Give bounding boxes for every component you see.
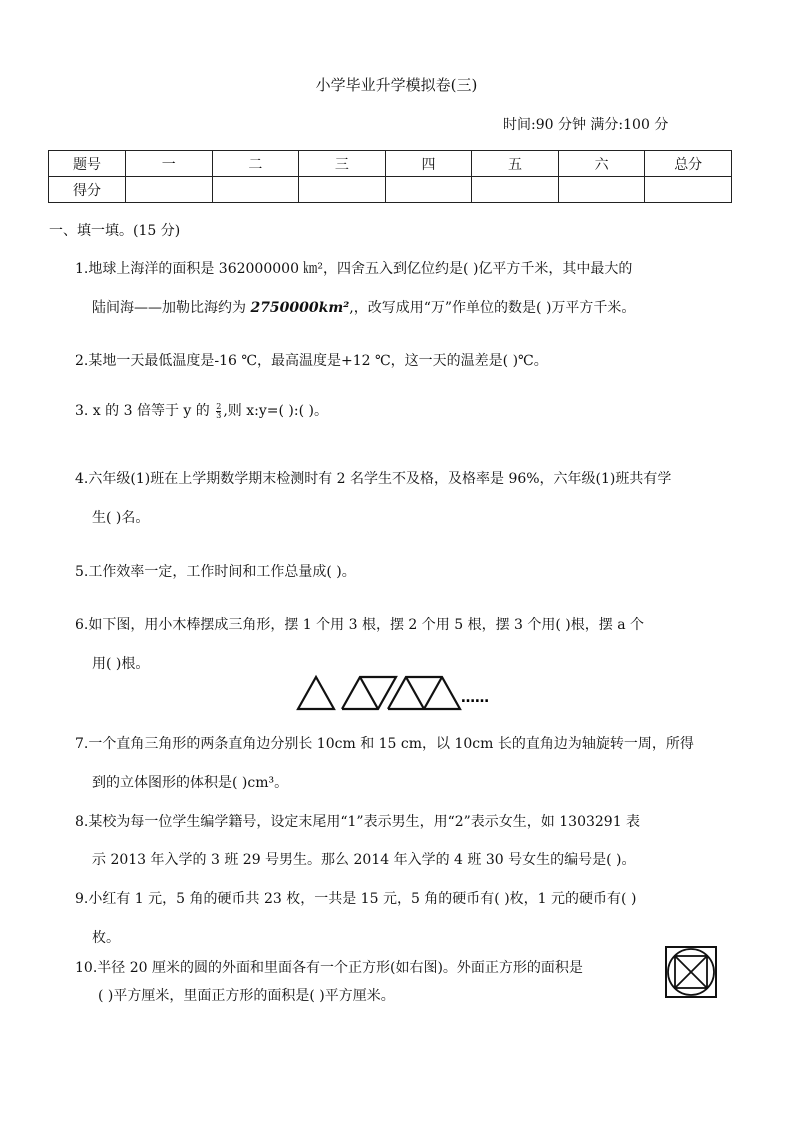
table-cell: 六 <box>558 151 645 177</box>
question-1-line-1: 1.地球上海洋的面积是 362000000 ㎞²，四舍五入到亿位约是( )亿平方千米，其中最大的 <box>75 261 633 277</box>
table-cell: 三 <box>299 151 386 177</box>
score-cell[interactable] <box>212 177 299 203</box>
shared-stick <box>424 677 442 709</box>
question-8-line-2: 示 2013 年入学的 3 班 29 号男生。那么 2014 年入学的 4 班 30 号女生的编号是( )。 <box>92 852 636 868</box>
question-8-line-1: 8.某校为每一位学生编学籍号，设定末尾用“1”表示男生，用“2”表示女生，如 1303291 表 <box>75 814 641 830</box>
fraction-denominator: 3 <box>216 410 222 420</box>
table-cell: 总分 <box>645 151 732 177</box>
question-4-line-2: 生( )名。 <box>92 510 150 526</box>
question-9-line-1: 9.小红有 1 元，5 角的硬币共 23 枚，一共是 15 元，5 角的硬币有( )枚，1 元的硬币有( ) <box>75 891 637 907</box>
ellipsis: …… <box>461 690 489 706</box>
time-score-info: 时间:90 分钟 满分:100 分 <box>503 117 669 133</box>
table-cell: 得分 <box>49 177 126 203</box>
question-7-line-1: 7.一个直角三角形的两条直角边分别长 10cm 和 15 cm，以 10cm 长的直角边为轴旋转一周，所得 <box>75 736 694 752</box>
score-cell[interactable] <box>385 177 472 203</box>
question-4-line-1: 4.六年级(1)班在上学期数学期末检测时有 2 名学生不及格，及格率是 96%，六年级(1)班共有学 <box>75 471 672 487</box>
table-cell: 五 <box>472 151 559 177</box>
page-title: 小学毕业升学模拟卷(三) <box>315 76 478 94</box>
question-1-text-c: ,，改写成用“万”作单位的数是( )万平方千米。 <box>349 300 636 316</box>
single-triangle-shape <box>298 677 334 709</box>
three-triangles-shape <box>388 677 460 709</box>
score-table-header-row <box>49 151 732 177</box>
table-cell: 一 <box>126 151 213 177</box>
score-cell[interactable] <box>299 177 386 203</box>
question-1-area-value: 2750000km² <box>250 300 350 316</box>
score-table-score-row <box>49 177 732 203</box>
question-1-text-a: 陆间海——加勒比海约为 <box>92 300 251 316</box>
triangles-figure <box>295 674 510 712</box>
table-cell: 四 <box>385 151 472 177</box>
table-cell: 题号 <box>49 151 126 177</box>
fraction-numerator: 2 <box>216 401 222 411</box>
shared-stick <box>360 677 378 709</box>
table-cell: 二 <box>212 151 299 177</box>
score-cell[interactable] <box>126 177 213 203</box>
section-title: 一、填一填。(15 分) <box>49 223 181 239</box>
score-cell[interactable] <box>558 177 645 203</box>
score-cell[interactable] <box>472 177 559 203</box>
circle-squares-figure <box>665 946 717 998</box>
question-9-line-2: 枚。 <box>92 930 120 946</box>
question-6-line-1: 6.如下图，用小木棒摆成三角形，摆 1 个用 3 根，摆 2 个用 5 根，摆 3 个用( )根，摆 a 个 <box>75 617 645 633</box>
question-2: 2.某地一天最低温度是-16 ℃，最高温度是+12 ℃，这一天的温差是( )℃。 <box>75 353 548 369</box>
question-5: 5.工作效率一定，工作时间和工作总量成( )。 <box>75 564 356 580</box>
question-3-text-a: 3. x 的 3 倍等于 y 的 <box>75 403 215 419</box>
shared-stick <box>406 677 424 709</box>
question-3 <box>75 400 328 420</box>
question-10-line-2: ( )平方厘米，里面正方形的面积是( )平方厘米。 <box>98 988 395 1004</box>
question-7-line-2: 到的立体图形的体积是( )cm³。 <box>92 775 289 791</box>
fraction <box>216 403 221 420</box>
question-6-line-2: 用( )根。 <box>92 656 150 672</box>
question-10-line-1: 10.半径 20 厘米的圆的外面和里面各有一个正方形(如右图)。外面正方形的面积是 <box>75 960 583 976</box>
score-cell[interactable] <box>645 177 732 203</box>
question-1-line-2 <box>92 297 635 317</box>
question-3-text-b: ,则 x:y=( ):( )。 <box>223 403 328 419</box>
score-table <box>48 150 732 203</box>
